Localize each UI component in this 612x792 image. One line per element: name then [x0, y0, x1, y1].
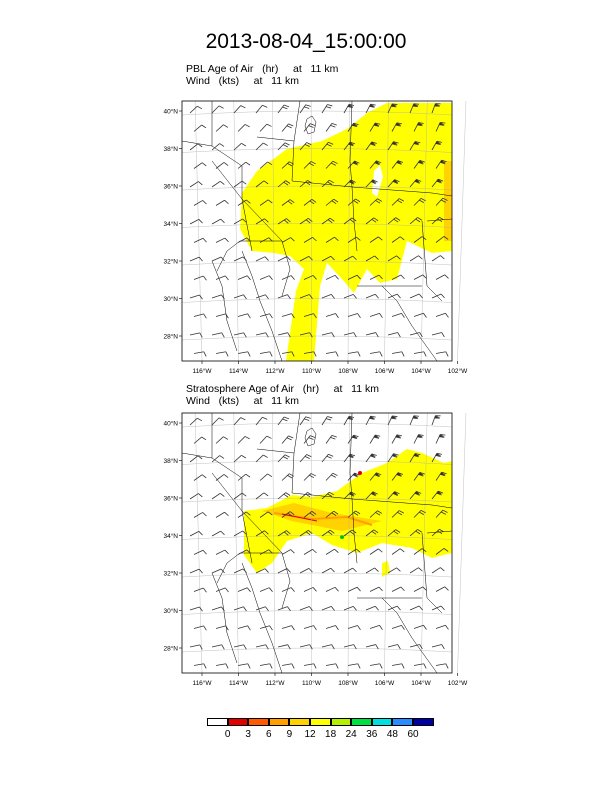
panel2-field-label: Stratosphere Age of Air (hr) at 11 km [186, 383, 379, 395]
lon-label: 116°W [192, 680, 212, 687]
colorbar-swatch [269, 718, 290, 726]
colorbar-label: 36 [366, 729, 378, 740]
lat-label: 32°N [163, 570, 178, 578]
lat-label: 40°N [163, 108, 178, 116]
lon-label: 104°W [411, 368, 431, 375]
lat-label: 34°N [163, 533, 178, 540]
lon-label: 106°W [374, 680, 395, 687]
panel2-map [160, 407, 468, 717]
colorbar-label: 3 [245, 729, 251, 740]
colorbar-swatch [392, 718, 413, 726]
lon-label: 108°W [338, 368, 358, 375]
lon-label: 110°W [301, 680, 322, 687]
lat-label: 38°N [163, 458, 178, 465]
colorbar-swatch [331, 718, 352, 726]
lat-label: 32°N [163, 258, 178, 266]
main-title: 2013-08-04_15:00:00 [205, 30, 407, 53]
lon-label: 102°W [447, 680, 468, 687]
colorbar-label: 18 [325, 729, 337, 740]
colorbar-swatch [228, 718, 249, 726]
colorbar-swatch [310, 718, 331, 726]
lon-label: 108°W [338, 680, 358, 687]
colorbar-label: 24 [345, 729, 357, 740]
lat-label: 30°N [163, 296, 178, 303]
colorbar-swatch [413, 718, 434, 726]
colorbar-swatch [207, 718, 228, 726]
colorbar-label: 48 [386, 729, 398, 740]
lon-label: 106°W [374, 368, 395, 375]
lon-label: 112°W [265, 368, 285, 375]
lon-label: 114°W [228, 368, 249, 375]
lat-label: 28°N [163, 645, 178, 653]
colorbar-swatch [351, 718, 372, 726]
lat-label: 40°N [163, 420, 178, 428]
lat-label: 30°N [163, 608, 178, 615]
colorbar-swatch [248, 718, 269, 726]
lat-label: 36°N [163, 495, 178, 503]
lat-label: 38°N [163, 146, 178, 153]
lat-label: 36°N [163, 183, 178, 191]
panel1-map [160, 95, 468, 405]
lon-label: 110°W [301, 368, 322, 375]
lon-label: 114°W [228, 680, 249, 687]
lon-label: 112°W [265, 680, 285, 687]
panel1-field-label: PBL Age of Air (hr) at 11 km [186, 63, 339, 75]
colorbar-swatch [289, 718, 310, 726]
lat-label: 28°N [163, 333, 178, 341]
lon-label: 104°W [411, 680, 431, 687]
lat-label: 34°N [163, 221, 178, 228]
colorbar-label: 12 [304, 729, 316, 740]
colorbar-label: 9 [286, 729, 293, 740]
colorbar-label: 0 [224, 729, 231, 740]
panel2-wind-label: Wind (kts) at 11 km [186, 395, 299, 407]
colorbar-label: 60 [407, 729, 419, 740]
lon-label: 102°W [447, 368, 468, 375]
colorbar-label: 6 [266, 729, 272, 740]
panel1-wind-label: Wind (kts) at 11 km [186, 75, 299, 87]
lon-label: 116°W [192, 368, 212, 375]
colorbar-swatch [372, 718, 393, 726]
